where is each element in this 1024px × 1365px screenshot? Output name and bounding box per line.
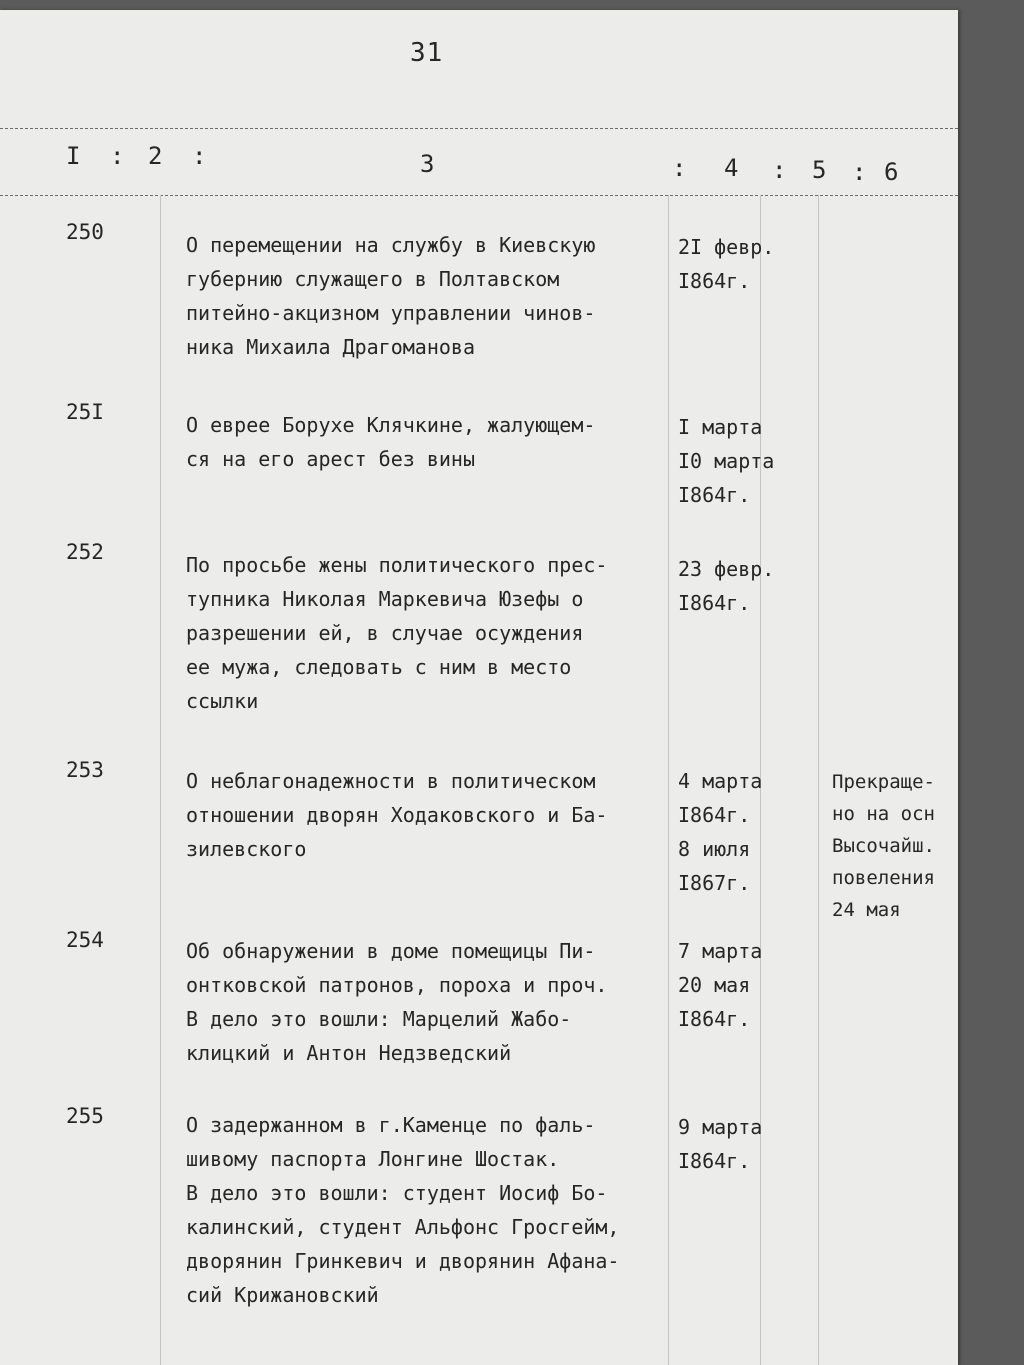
- column-divider: [160, 195, 161, 1365]
- case-number: 255: [66, 1104, 104, 1128]
- page-number: 31: [410, 38, 444, 68]
- header-top-rule: [0, 128, 958, 129]
- case-description: Об обнаружении в доме помещицы Пи- онтковской патронов, пороха и проч. В дело это вошли: Марцелий Жабо- клицкий и Антон Недзведский: [186, 939, 608, 1065]
- archive-page: [0, 10, 958, 1365]
- case-dates: 2I февр. I864г.: [678, 235, 775, 293]
- case-dates: 9 марта I864г.: [678, 1115, 763, 1173]
- case-dates: 7 марта 20 мая I864г.: [678, 939, 763, 1031]
- column-header: 4: [724, 154, 739, 182]
- case-description: О перемещении на службу в Киевскую губернию служащего в Полтавском питейно-акцизном управлении чинов- ника Михаила Драгоманова: [186, 233, 596, 359]
- case-dates: 4 марта I864г. 8 июля I867г.: [678, 769, 763, 895]
- case-dates: 23 февр. I864г.: [678, 557, 775, 615]
- case-description: О задержанном в г.Каменце по фаль- шивому паспорта Лонгине Шостак. В дело это вошли: студент Иосиф Бо- калинский, студент Альфонс Гросгейм, дворянин Гринкевич и дворянин Афана- сий Крижановский: [186, 1113, 620, 1307]
- column-header: 6: [884, 158, 899, 186]
- case-description: О неблагонадежности в политическом отношении дворян Ходаковского и Ба- зилевского: [186, 769, 608, 861]
- column-divider: [668, 195, 669, 1365]
- case-note: Прекраще- но на осн Высочайш. повеления 24 мая: [832, 771, 935, 921]
- case-dates: I марта I0 марта I864г.: [678, 415, 775, 507]
- column-separator: :: [192, 142, 207, 170]
- case-number: 25I: [66, 400, 104, 424]
- case-number: 250: [66, 220, 104, 244]
- case-description: По просьбе жены политического прес- тупника Николая Маркевича Юзефы о разрешении ей, в случае осуждения ее мужа, следовать с ним в место ссылки: [186, 553, 608, 713]
- column-divider: [818, 195, 819, 1365]
- column-header: 2: [148, 142, 163, 170]
- column-header: I: [66, 142, 81, 170]
- case-number: 254: [66, 928, 104, 952]
- column-header: 3: [420, 150, 435, 178]
- column-separator: :: [672, 154, 687, 182]
- column-header: 5: [812, 156, 827, 184]
- column-header-row: [0, 138, 958, 194]
- case-description: О еврее Борухе Клячкине, жалующем- ся на его арест без вины: [186, 413, 596, 471]
- column-separator: :: [852, 158, 867, 186]
- header-bottom-rule: [0, 195, 958, 196]
- column-separator: :: [110, 142, 125, 170]
- case-number: 252: [66, 540, 104, 564]
- column-separator: :: [772, 156, 787, 184]
- case-number: 253: [66, 758, 104, 782]
